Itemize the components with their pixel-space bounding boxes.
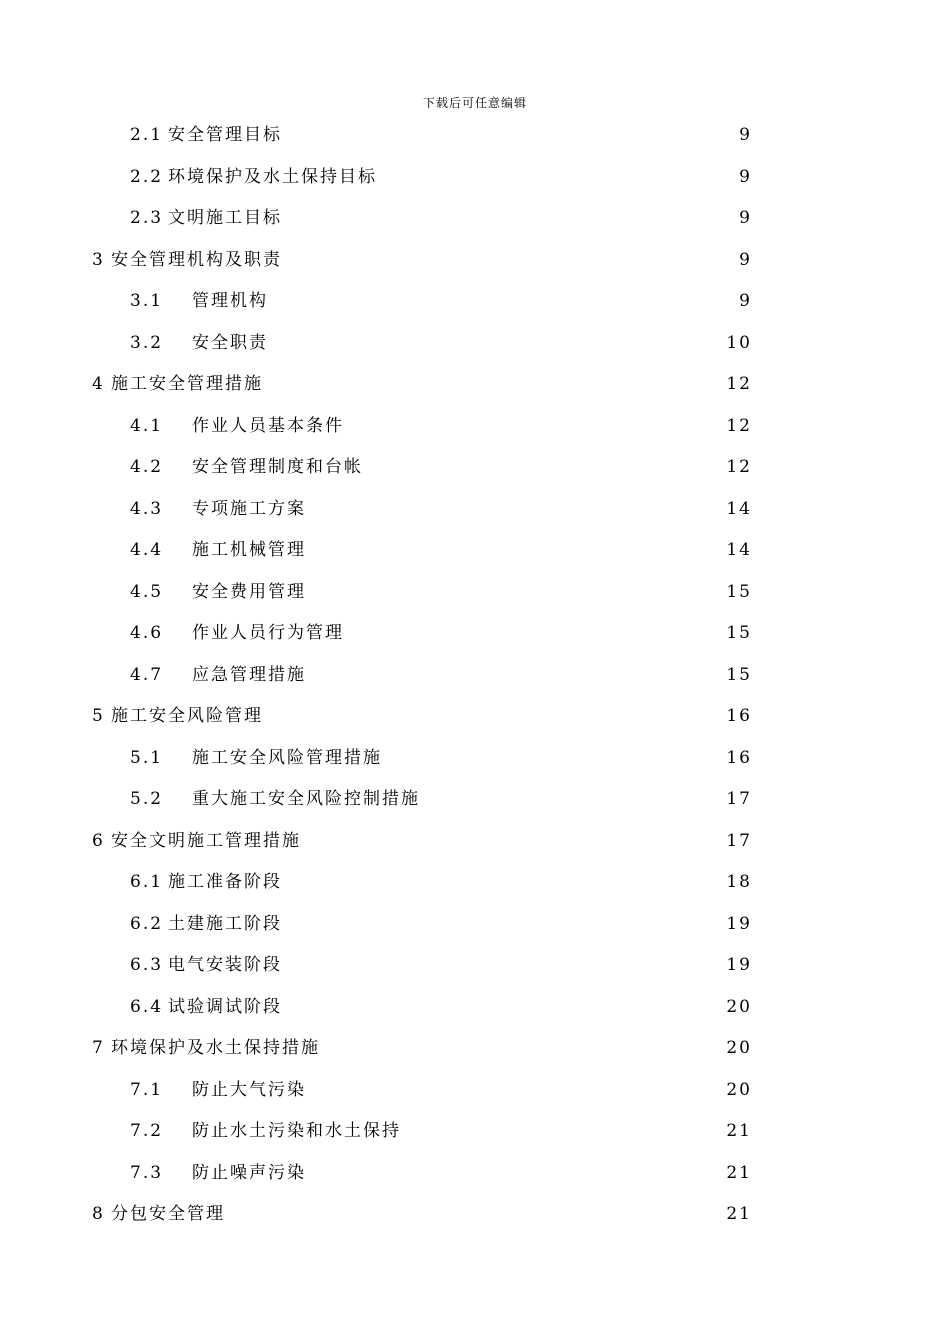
toc-entry-number: 4.1 <box>130 415 164 436</box>
toc-entry[interactable] <box>0 240 950 282</box>
toc-entry-number: 3.2 <box>130 332 164 353</box>
toc-entry[interactable] <box>0 572 950 614</box>
toc-entry[interactable] <box>0 489 950 531</box>
toc-entry-number: 2.2 <box>130 166 164 187</box>
toc-entry-title: 安全职责 <box>192 332 268 353</box>
toc-entry-title: 防止大气污染 <box>192 1079 306 1100</box>
toc-entry-title: 应急管理措施 <box>192 664 306 685</box>
toc-entry-number: 6.3 <box>130 955 164 975</box>
toc-entry-title: 试验调试阶段 <box>168 996 282 1017</box>
toc-entry-title: 环境保护及水土保持措施 <box>111 1038 320 1058</box>
toc-entry[interactable] <box>0 696 950 738</box>
toc-entry-number: 4.4 <box>130 540 164 560</box>
toc-entry-title: 施工安全管理措施 <box>111 374 263 394</box>
toc-entry-number: 7.3 <box>130 1162 164 1183</box>
toc-entry-page-number: 9 <box>739 125 752 145</box>
toc-entry[interactable] <box>0 115 950 157</box>
toc-entry[interactable] <box>0 1070 950 1112</box>
toc-entry-page-number: 15 <box>726 623 752 643</box>
toc-entry-page-number: 9 <box>739 208 752 228</box>
toc-entry-page-number: 21 <box>726 1204 752 1224</box>
toc-entry-page-number: 20 <box>726 1038 752 1058</box>
toc-entry-number: 7.2 <box>130 1121 164 1141</box>
toc-entry-page-number: 18 <box>726 872 752 892</box>
toc-entry-number: 4.2 <box>130 457 164 477</box>
toc-entry-page-number: 9 <box>739 291 752 311</box>
toc-entry-title: 文明施工目标 <box>168 208 282 228</box>
toc-entry-number: 5.1 <box>130 747 164 768</box>
toc-entry-page-number: 16 <box>726 747 752 768</box>
toc-entry[interactable] <box>0 530 950 572</box>
toc-entry[interactable] <box>0 862 950 904</box>
toc-entry-number: 7.1 <box>130 1079 164 1100</box>
toc-entry-number: 3.1 <box>130 291 164 311</box>
toc-entry[interactable] <box>0 738 950 780</box>
toc-entry-page-number: 15 <box>726 664 752 685</box>
toc-entry-title: 电气安装阶段 <box>168 955 282 975</box>
toc-entry-number: 4 <box>92 374 105 394</box>
toc-entry-page-number: 19 <box>726 913 752 934</box>
toc-entry[interactable] <box>0 655 950 697</box>
toc-entry-title: 施工安全风险管理 <box>111 706 263 726</box>
toc-entry-page-number: 21 <box>726 1162 752 1183</box>
toc-entry[interactable] <box>0 1028 950 1070</box>
toc-entry-number: 6.2 <box>130 913 164 934</box>
toc-entry[interactable] <box>0 1111 950 1153</box>
toc-entry-page-number: 12 <box>726 374 752 394</box>
toc-entry-page-number: 10 <box>726 332 752 353</box>
toc-entry[interactable] <box>0 945 950 987</box>
toc-entry-page-number: 9 <box>739 249 752 270</box>
toc-entry-number: 2.3 <box>130 208 164 228</box>
toc-entry-number: 4.7 <box>130 664 164 685</box>
toc-entry-page-number: 17 <box>726 789 752 809</box>
toc-entry-number: 2.1 <box>130 125 164 145</box>
toc-entry[interactable] <box>0 613 950 655</box>
toc-entry-page-number: 19 <box>726 955 752 975</box>
toc-entry-title: 防止水土污染和水土保持 <box>192 1121 401 1141</box>
toc-entry-title: 作业人员基本条件 <box>192 415 344 436</box>
toc-entry-number: 4.6 <box>130 623 164 643</box>
toc-entry-page-number: 16 <box>726 706 752 726</box>
toc-entry-number: 6 <box>92 830 105 851</box>
toc-entry-page-number: 20 <box>726 1079 752 1100</box>
toc-entry-page-number: 20 <box>726 996 752 1017</box>
toc-entry-title: 重大施工安全风险控制措施 <box>192 789 420 809</box>
page-header: 下载后可任意编辑 <box>422 96 527 110</box>
toc-entry-title: 安全费用管理 <box>192 581 306 602</box>
toc-entry[interactable] <box>0 323 950 365</box>
toc-entry[interactable] <box>0 198 950 240</box>
toc-entry-title: 施工准备阶段 <box>168 872 282 892</box>
toc-entry-page-number: 17 <box>726 830 752 851</box>
toc-entry-title: 防止噪声污染 <box>192 1162 306 1183</box>
toc-entry-title: 安全管理目标 <box>168 125 282 145</box>
toc-entry-number: 7 <box>92 1038 105 1058</box>
toc-entry-page-number: 21 <box>726 1121 752 1141</box>
toc-entry-title: 管理机构 <box>192 291 268 311</box>
toc-entry-number: 6.4 <box>130 996 164 1017</box>
toc-entry-number: 3 <box>92 249 105 270</box>
toc-entry[interactable] <box>0 1153 950 1195</box>
toc-entry[interactable] <box>0 904 950 946</box>
toc-entry-page-number: 9 <box>739 166 752 187</box>
toc-entry-title: 土建施工阶段 <box>168 913 282 934</box>
toc-entry-title: 施工机械管理 <box>192 540 306 560</box>
toc-entry-title: 安全管理制度和台帐 <box>192 457 363 477</box>
toc-entry-title: 环境保护及水土保持目标 <box>168 166 377 187</box>
toc-entry-number: 4.3 <box>130 498 164 519</box>
toc-entry-number: 6.1 <box>130 872 164 892</box>
toc-entry-title: 作业人员行为管理 <box>192 623 344 643</box>
toc-entry[interactable] <box>0 447 950 489</box>
toc-entry-title: 安全文明施工管理措施 <box>111 830 301 851</box>
toc-entry-number: 8 <box>92 1204 105 1224</box>
toc-entry-number: 4.5 <box>130 581 164 602</box>
toc-entry-page-number: 12 <box>726 415 752 436</box>
toc-entry-title: 安全管理机构及职责 <box>111 249 282 270</box>
toc-entry[interactable] <box>0 281 950 323</box>
toc-entry[interactable] <box>0 779 950 821</box>
toc-entry[interactable] <box>0 987 950 1029</box>
toc-entry-page-number: 14 <box>726 498 752 519</box>
toc-entry-page-number: 15 <box>726 581 752 602</box>
toc-entry-title: 专项施工方案 <box>192 498 306 519</box>
toc-entry-number: 5 <box>92 706 105 726</box>
toc-entry-page-number: 14 <box>726 540 752 560</box>
toc-entry-number: 5.2 <box>130 789 164 809</box>
toc-entry-page-number: 12 <box>726 457 752 477</box>
toc-entry[interactable] <box>0 157 950 199</box>
table-of-contents <box>0 115 950 1236</box>
toc-entry[interactable] <box>0 821 950 863</box>
toc-entry[interactable] <box>0 1194 950 1236</box>
toc-entry-title: 分包安全管理 <box>111 1204 225 1224</box>
toc-entry[interactable] <box>0 406 950 448</box>
toc-entry-title: 施工安全风险管理措施 <box>192 747 382 768</box>
toc-entry[interactable] <box>0 364 950 406</box>
